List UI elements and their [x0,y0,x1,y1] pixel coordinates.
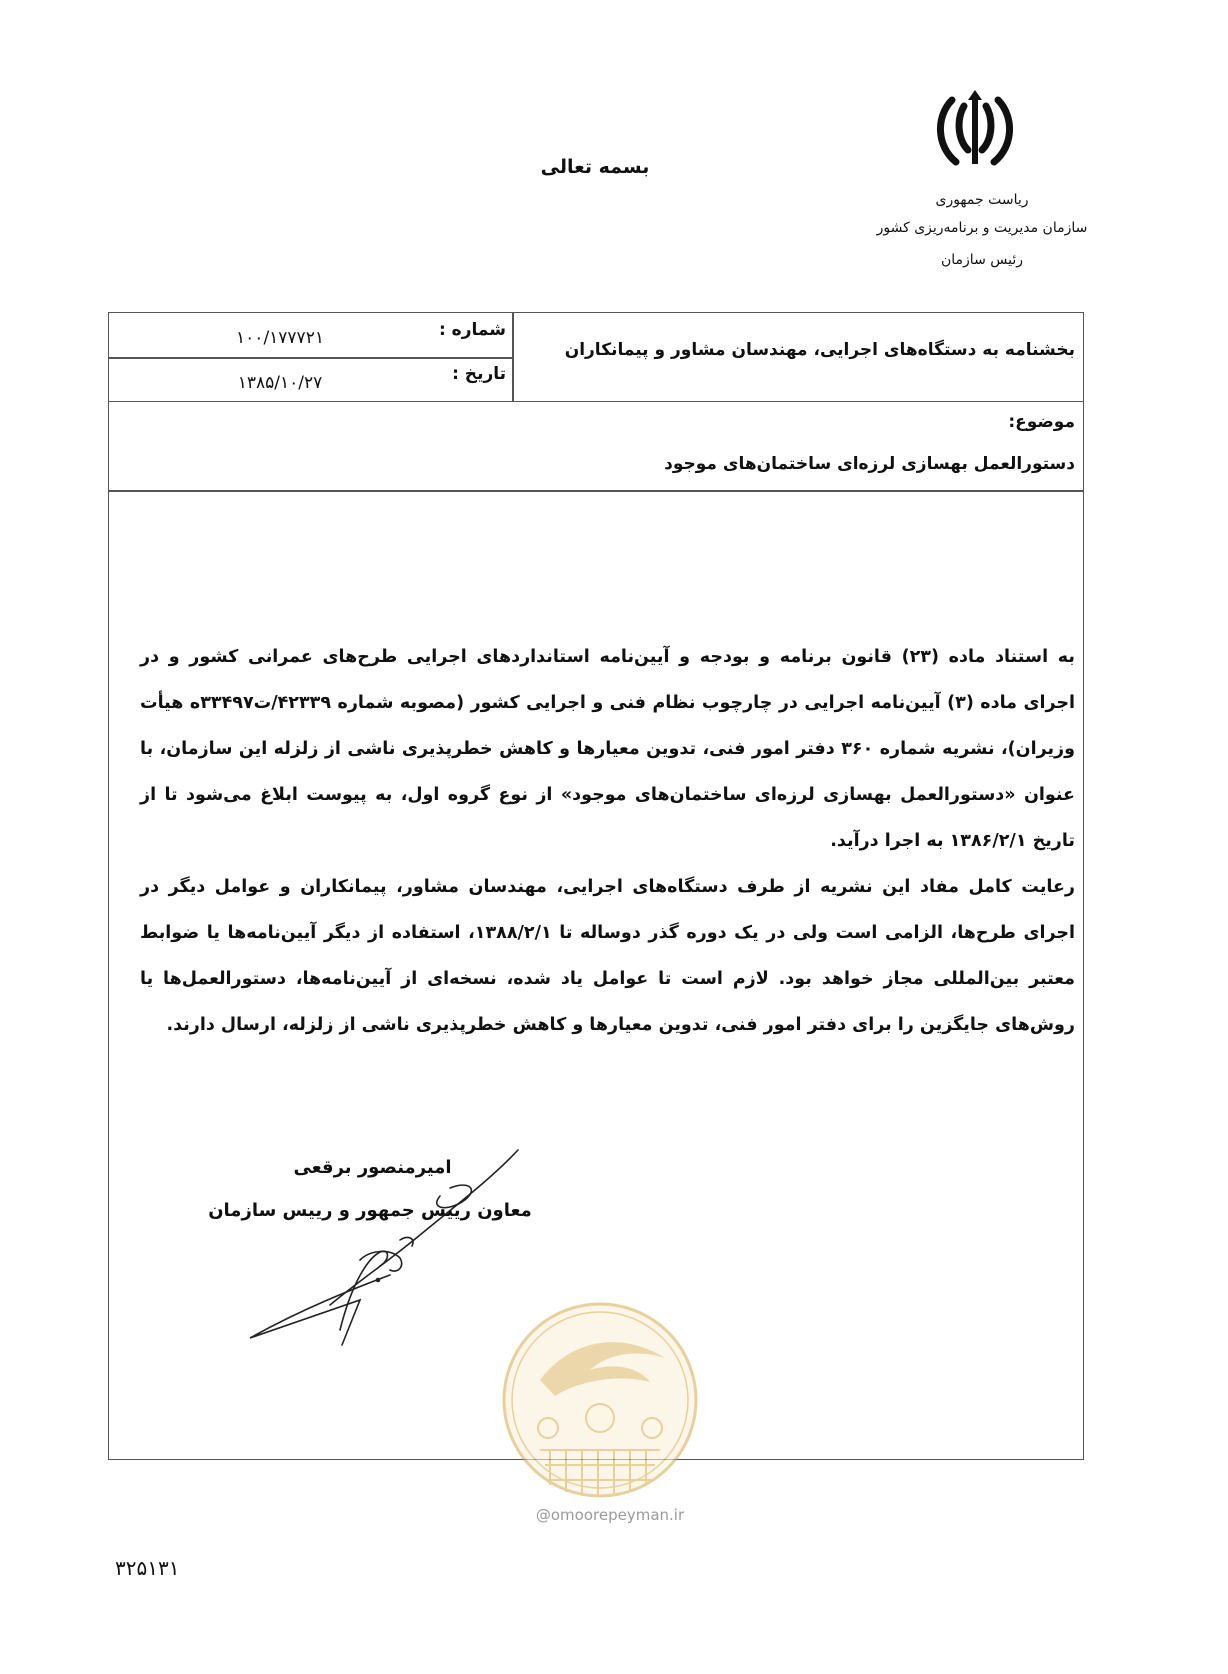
signatory-name: امیرمنصور برقعی [293,1157,452,1178]
letter-body [140,634,1075,1048]
org-line-head: رئیس سازمان [941,252,1023,268]
subject-divider [108,490,1084,492]
watermark-text: @omoorepeyman.ir [535,1506,685,1524]
subject-label: موضوع: [1008,412,1075,432]
number-date-divider [108,357,512,359]
number-value: ۱۰۰/۱۷۷۷۲۱ [236,328,324,348]
signatory-title: معاون رییس جمهور و رییس سازمان [208,1200,532,1221]
date-value: ۱۳۸۵/۱۰/۲۷ [237,373,323,393]
recipients: بخشنامه به دستگاه‌های اجرایی، مهندسان مشاور و پیمانکاران [564,340,1075,360]
subject-text: دستورالعمل بهسازی لرزه‌ای ساختمان‌های موجود [664,454,1075,474]
bismillah-heading: بسمه تعالی [540,156,650,178]
number-label: شماره : [438,320,506,340]
stamp-seal-icon [500,1300,700,1500]
date-label: تاریخ : [452,364,506,384]
body-paragraph: رعایت کامل مفاد این نشریه از طرف دستگاه‌های اجرایی، مهندسان مشاور، پیمانکاران و عوامل دیگر در اجرای طرح‌ها، الزامی است ولی در یک دوره گذر دوساله تا ۱۳۸۸/۲/۱، استفاده از دیگر آیین‌نامه‌ها یا ضوابط معتبر بین‌المللی مجاز خواهد بود. لازم است تا عوامل یاد شده، نسخه‌ای از آیین‌نامه‌ها، دستورالعمل‌ها یا روش‌های جایگزین را برای دفتر امور فنی، تدوین معیارها و کاهش خطرپذیری ناشی از زلزله، ارسال دارند. [140,877,1075,1035]
header-divider [512,312,514,402]
iran-emblem-icon [930,86,1020,176]
body-paragraph: به استناد ماده (۲۳) قانون برنامه و بودجه و آیین‌نامه استانداردهای اجرایی طرح‌های عمرانی کشور و در اجرای ماده (۳) آیین‌نامه اجرایی در چارچوب نظام فنی و اجرایی کشور (مصوبه شماره ۴۲۳۳۹/ت۳۳۴۹۷ه هیأت وزیران)، نشریه شماره ۳۶۰ دفتر امور فنی، تدوین معیارها و کاهش خطرپذیری ناشی از زلزله این سازمان، با عنوان «دستورالعمل بهسازی لرزه‌ای ساختمان‌های موجود» از نوع گروه اول، به پیوست ابلاغ می‌شود تا از تاریخ ۱۳۸۶/۲/۱ به اجرا درآید. [140,647,1075,851]
document-number: ۳۲۵۱۳۱ [115,1556,180,1580]
org-line-presidency: ریاست جمهوری [935,192,1029,208]
org-line-organization: سازمان مدیریت و برنامه‌ریزی کشور [876,220,1088,236]
